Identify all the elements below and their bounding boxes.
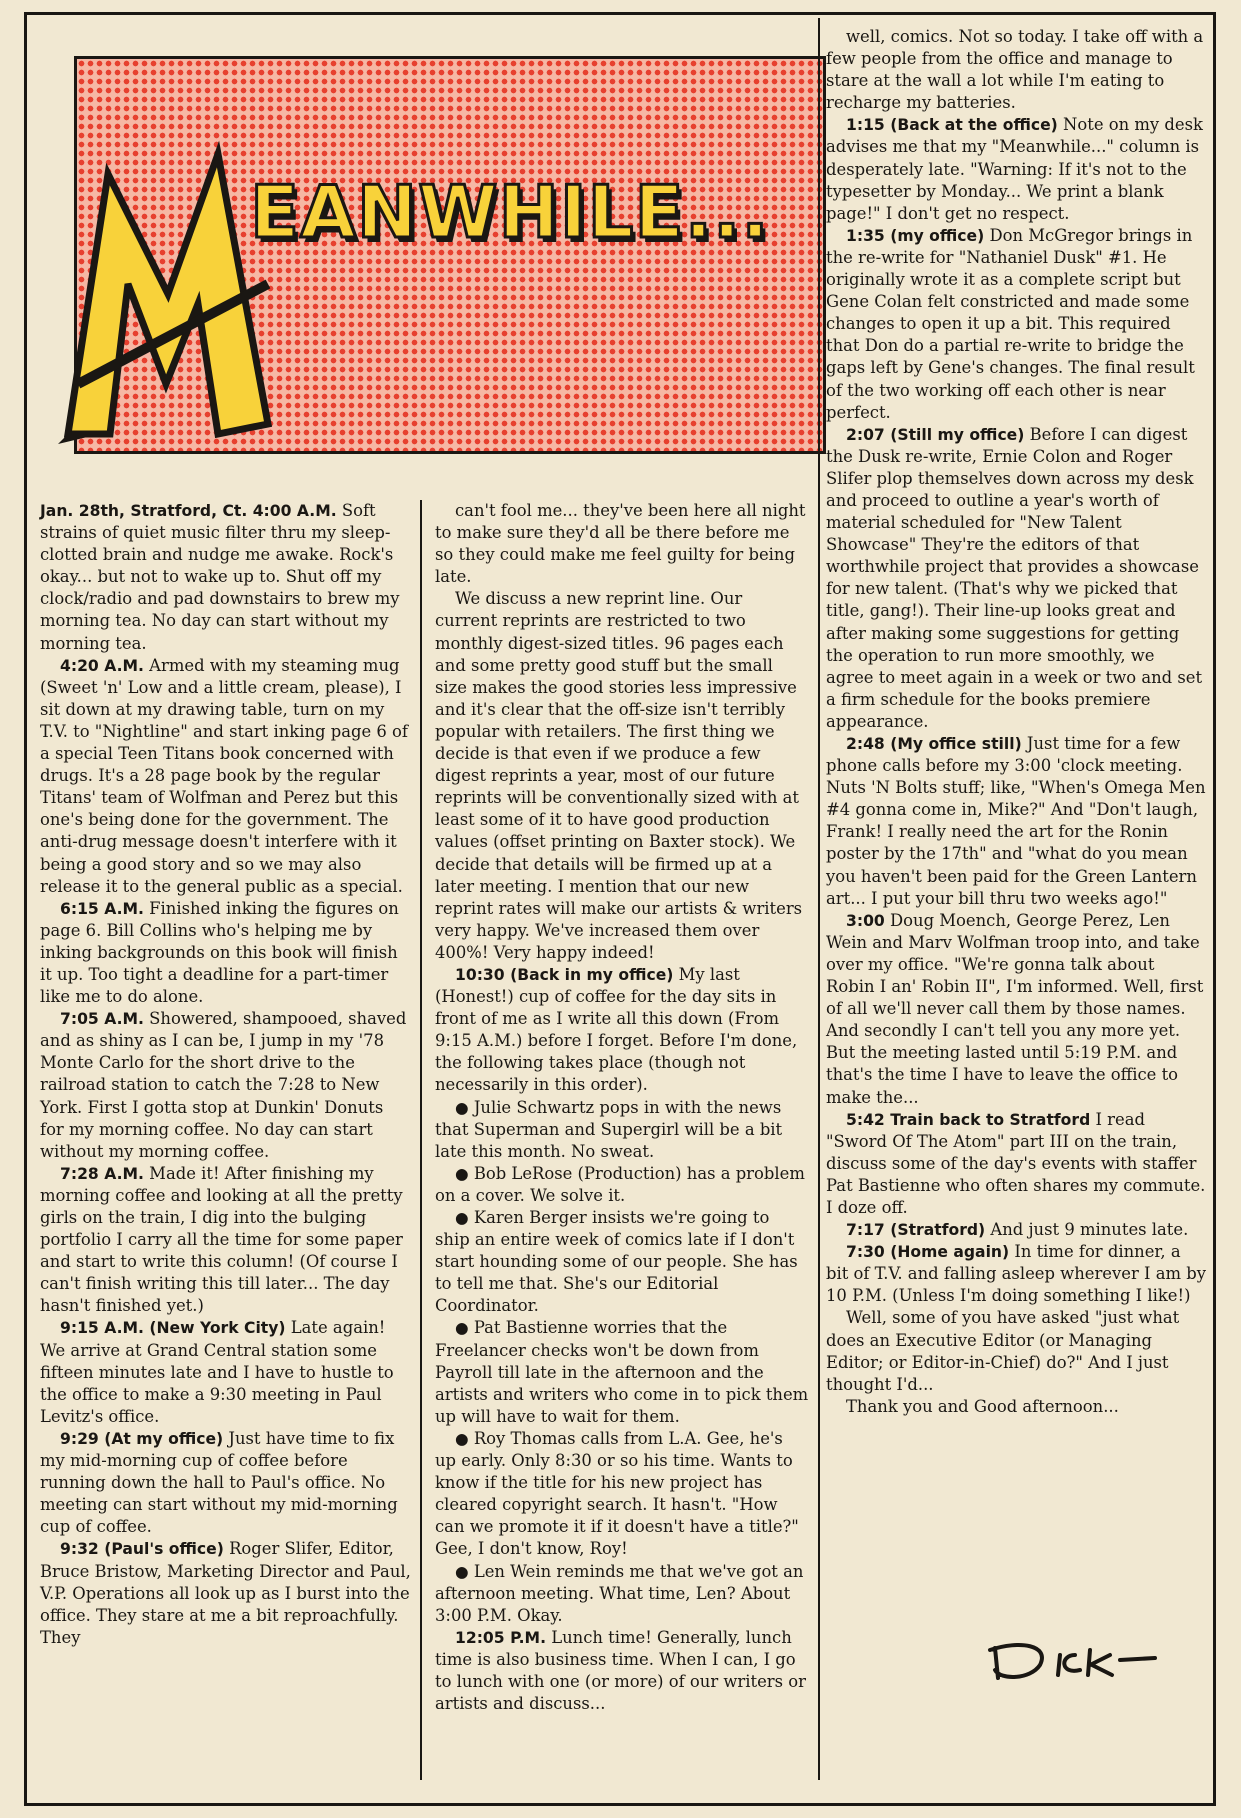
paragraph (826, 1219, 1206, 1241)
paragraph-text: Showered, shampooed, shaved and as shiny as I can be, I jump in my '78 Monte Carlo for the short drive to the railroad station to catch the 7:28 to New York. First I gotta stop at Dunkin' Donuts for my morning coffee. No day can start without my morning coffee. (40, 1009, 407, 1161)
signature (980, 1630, 1160, 1690)
timestamp-lead: 7:30 (Home again) (846, 1243, 1010, 1262)
timestamp-lead: 3:00 (846, 911, 885, 930)
paragraph-text: And just 9 minutes late. (985, 1220, 1189, 1240)
column-1 (40, 500, 412, 1649)
paragraph (40, 1163, 412, 1318)
paragraph (435, 1561, 809, 1627)
timestamp-lead: 1:35 (my office) (846, 226, 985, 245)
column-2 (435, 500, 809, 1715)
paragraph-text: We discuss a new reprint line. Our current reprints are restricted to two monthly digest-sized titles. 96 pages each and some pretty good stuff but the small size makes the good stories less impressive and it's clear that the off-size isn't terribly popular with retailers. The first thing we decide is that even if we produce a few digest reprints a year, most of our future reprints will be conventionally sized with at least some of it to have good production values (offset printing on Baxter stock). We decide that details will be firmed up at a later meeting. I mention that our new reprint rates will make our artists & writers very happy. We've increased them over 400%! Very happy indeed! (435, 589, 803, 962)
timestamp-lead: ● (455, 1098, 469, 1117)
timestamp-lead: 1:15 (Back at the office) (846, 116, 1058, 135)
timestamp-lead: ● (455, 1209, 469, 1227)
timestamp-lead: 2:07 (Still my office) (846, 425, 1025, 444)
timestamp-lead: 12:05 P.M. (455, 1628, 546, 1647)
paragraph (435, 1627, 809, 1715)
paragraph-text: In time for dinner, a bit of T.V. and falling asleep wherever I am by 10 P.M. (Unless I'm doing something I like!) (826, 1242, 1206, 1306)
paragraph-text: Finished inking the figures on page 6. Bill Collins who's helping me by inking backgrounds on this book will finish it up. Too tight a deadline for a part-timer like me to do alone. (40, 898, 399, 1007)
paragraph (40, 1538, 412, 1648)
paragraph-text: Len Wein reminds me that we've got an afternoon meeting. What time, Len? About 3:00 P.M. Okay. (435, 1561, 804, 1625)
timestamp-lead: 7:17 (Stratford) (846, 1221, 986, 1240)
paragraph-text: Don McGregor brings in the re-write for "Nathaniel Dusk" #1. He originally wrote it as a complete script but Gene Colan felt constricted and made some changes to open it up a bit. This required that Don do a partial re-write to bridge the gaps left by Gene's changes. The final result of the two working off each other is near perfect. (826, 225, 1195, 422)
meanwhile-logo (40, 20, 828, 460)
timestamp-lead: ● (455, 1164, 469, 1183)
paragraph (435, 1207, 809, 1317)
column-rule-2 (818, 18, 820, 1780)
paragraph-text: Well, some of you have asked "just what does an Executive Editor (or Managing Editor; or Editor-in-Chief) do?" And I just thought I'd... (826, 1308, 1180, 1394)
paragraph-text: Doug Moench, George Perez, Len Wein and Marv Wolfman troop into, and take over my office. "We're gonna talk about Robin I an' Robin II", I'm informed. Well, first of all we'll never call them by those names. And secondly I can't tell you any more yet. But the meeting lasted until 5:19 P.M. and that's the time I have to leave the office to make the... (826, 910, 1204, 1107)
paragraph (826, 910, 1206, 1109)
paragraph-text: Roger Slifer, Editor, Bruce Bristow, Marketing Director and Paul, V.P. Operations all look up as I burst into the office. They stare at me a bit reproachfully. They (40, 1539, 411, 1647)
logo-word: EANWHILE... (250, 170, 770, 254)
paragraph (40, 1428, 412, 1538)
paragraph-text: Note on my desk advises me that my "Meanwhile..." column is desperately late. "Warning: If it's not to the typesetter by Monday... We print a blank page!" I don't get no respect. (826, 115, 1203, 223)
paragraph-text: Late again! We arrive at Grand Central station some fifteen minutes late and I have to hustle to the office to make a 9:30 meeting in Paul Levitz's office. (40, 1318, 394, 1426)
timestamp-lead: 5:42 Train back to Stratford (846, 1110, 1091, 1129)
paragraph-text: well, comics. Not so today. I take off with a few people from the office and manage to stare at the wall a lot while I'm eating to recharge my batteries. (826, 27, 1204, 113)
paragraph (826, 225, 1206, 424)
timestamp-lead: 7:28 A.M. (60, 1164, 144, 1183)
paragraph (826, 424, 1206, 733)
paragraph (435, 1163, 809, 1207)
timestamp-lead: ● (455, 1319, 469, 1338)
timestamp-lead: 9:15 A.M. (New York City) (60, 1319, 286, 1338)
timestamp-lead: 6:15 A.M. (60, 899, 144, 918)
paragraph (40, 1317, 412, 1427)
paragraph-text: Roy Thomas calls from L.A. Gee, he's up early. Only 8:30 or so his time. Wants to know if the title for his new project has cleared copyright search. It hasn't. "How can we promote it if it doesn't have a title?" Gee, I don't know, Roy! (435, 1428, 799, 1559)
paragraph-text: Just have time to fix my mid-morning cup of coffee before running down the hall to Paul's office. No meeting can start without my mid-morning cup of coffee. (40, 1428, 398, 1537)
paragraph-text: Thank you and Good afternoon... (846, 1396, 1119, 1416)
timestamp-lead: Jan. 28th, Stratford, Ct. 4:00 A.M. (40, 502, 337, 520)
paragraph-text: Just time for a few phone calls before my 3:00 'clock meeting. Nuts 'N Bolts stuff; like, "When's Omega Men #4 gonna come in, Mike?" And "Don't laugh, Frank! I really need the art for the Ronin poster by the 17th" and "what do you mean you haven't been paid for the Green Lantern art... I put your bill thru two weeks ago!" (826, 734, 1206, 908)
paragraph-text: Lunch time! Generally, lunch time is also business time. When I can, I go to lunch with one (or more) of our writers or artists and discuss... (435, 1627, 806, 1714)
paragraph (435, 1317, 809, 1427)
paragraph (826, 733, 1206, 910)
paragraph-text: Armed with my steaming mug (Sweet 'n' Low and a little cream, please), I sit down at my drawing table, turn on my T.V. to "Nightline" and start inking page 6 of a special Teen Titans book concerned with drugs. It's a 28 page book by the regular Titans' team of Wolfman and Perez but this one's being done for the government. The anti-drug message doesn't interfere with it being a good story and so we may also release it to the general public as a special. (40, 655, 408, 896)
paragraph-text: Bob LeRose (Production) has a problem on a cover. We solve it. (435, 1163, 805, 1205)
timestamp-lead: 7:05 A.M. (60, 1010, 144, 1029)
timestamp-lead: 9:32 (Paul's office) (60, 1540, 224, 1559)
timestamp-lead: 10:30 (Back in my office) (455, 965, 674, 984)
column-rule-1 (420, 500, 422, 1780)
paragraph (40, 500, 412, 655)
paragraph (40, 655, 412, 898)
paragraph (826, 1109, 1206, 1219)
paragraph-text: Made it! After finishing my morning coffee and looking at all the pretty girls on the train, I dig into the bulging portfolio I carry all the time for some paper and start to write this column! (Of course I can't finish writing this till later... The day hasn't finished yet.) (40, 1163, 403, 1316)
paragraph-text: Before I can digest the Dusk re-write, Ernie Colon and Roger Slifer plop themselves down across my desk and proceed to outline a year's worth of material scheduled for "New Talent Showcase" They're the editors of that worthwhile project that provides a showcase for new talent. (That's why we picked that title, gang!). Their line-up looks great and after making some suggestions for getting the operation to run more smoothly, we agree to meet again in a week or two and set a firm schedule for the books premiere appearance. (826, 424, 1203, 731)
paragraph (40, 898, 412, 1008)
paragraph-text: can't fool me... they've been here all night to make sure they'd all be there before me so they could make me feel guilty for being late. (435, 501, 806, 587)
paragraph-text: Julie Schwartz pops in with the news that Superman and Supergirl will be a bit late this month. No sweat. (435, 1097, 783, 1161)
paragraph (826, 114, 1206, 224)
paragraph (435, 588, 809, 964)
paragraph (826, 1241, 1206, 1307)
signature-text: Dick (980, 1630, 983, 1631)
paragraph-text: I read "Sword Of The Atom" part III on the train, discuss some of the day's events with staffer Pat Bastienne who often shares my commute. I doze off. (826, 1109, 1206, 1217)
paragraph (826, 1307, 1206, 1395)
paragraph (435, 1428, 809, 1561)
paragraph (826, 26, 1206, 114)
timestamp-lead: 2:48 (My office still) (846, 735, 1022, 753)
timestamp-lead: 4:20 A.M. (60, 656, 144, 675)
timestamp-lead: ● (455, 1562, 469, 1581)
timestamp-lead: 9:29 (At my office) (60, 1429, 224, 1448)
paragraph (435, 964, 809, 1097)
paragraph-text: My last (Honest!) cup of coffee for the day sits in front of me as I write all this down (From 9:15 A.M.) before I forget. Before I'm done, the following takes place (though not necessarily in this order). (435, 964, 798, 1095)
timestamp-lead: ● (455, 1429, 469, 1448)
paragraph-text: Pat Bastienne worries that the Freelancer checks won't be down from Payroll till late in the afternoon and the artists and writers who come in to pick them up will have to wait for them. (435, 1318, 809, 1426)
paragraph-text: Soft strains of quiet music filter thru my sleep-clotted brain and nudge me awake. Rock's okay... but not to wake up to. Shut off my clock/radio and pad downstairs to brew my morning tea. No day can start without my morning tea. (40, 501, 400, 653)
paragraph (40, 1008, 412, 1163)
paragraph (435, 1097, 809, 1163)
paragraph-text: Karen Berger insists we're going to ship an entire week of comics late if I don't start hounding some of our people. She has to tell me that. She's our Editorial Coordinator. (435, 1208, 798, 1316)
paragraph (826, 1396, 1206, 1418)
column-3 (826, 26, 1206, 1418)
paragraph (435, 500, 809, 588)
